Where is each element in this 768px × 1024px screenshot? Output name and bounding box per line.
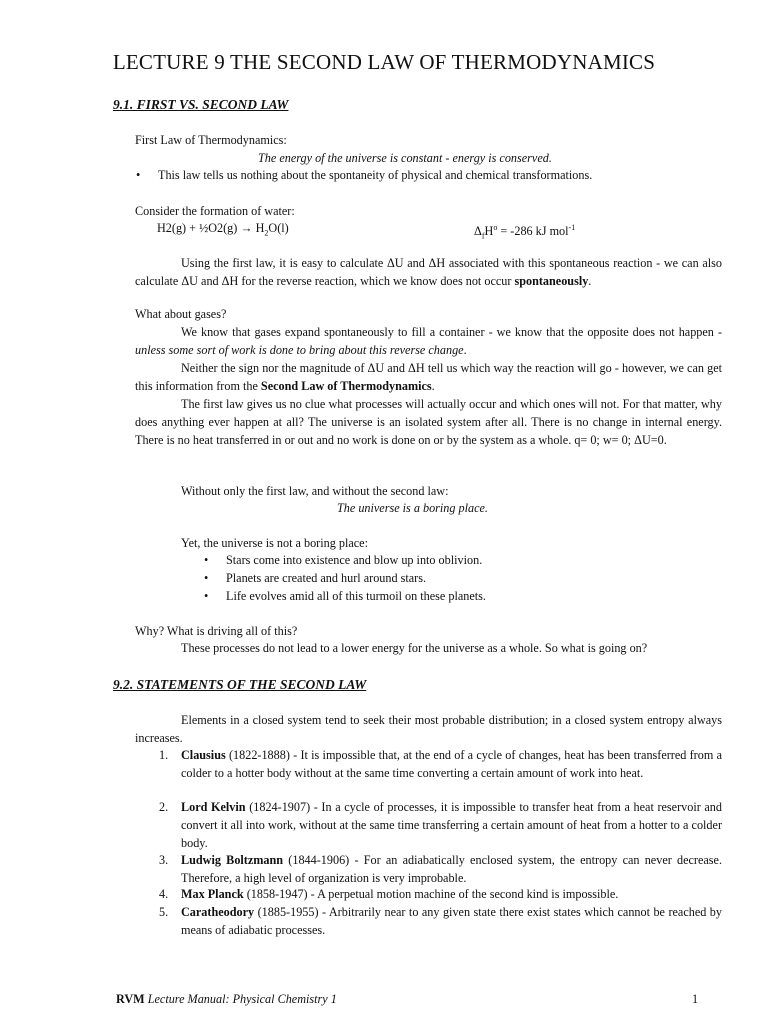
- bullet-item: [136, 166, 593, 184]
- without-line: Without only the first law, and without the second law:: [181, 484, 449, 498]
- scientist-name: Ludwig Boltzmann: [181, 853, 284, 867]
- enthalpy-subscript: f: [481, 231, 485, 241]
- para-end: .: [463, 343, 467, 357]
- enthalpy-number: = -286 kJ mol: [497, 224, 569, 239]
- bullet-dot: •: [204, 553, 209, 567]
- list-item: [159, 851, 722, 887]
- bullet-dot: •: [204, 571, 209, 585]
- paragraph-isolated-system: The first law gives us no clue what processes will actually occur and which ones will not. For that matter, why does anything ever happen at all? The universe is an isolated system after all. There is no change in internal energy. There is no heat transferred in or out and no work is done on or by the system as a whole. q= 0; w= 0; ΔU=0.: [135, 397, 722, 447]
- paragraph-entropy-intro: [135, 711, 722, 747]
- gases-question: What about gases?: [135, 307, 227, 321]
- statement-text: (1858-1947) - A perpetual motion machine of the second kind is impossible.: [243, 887, 619, 901]
- enthalpy-standard: o: [493, 223, 498, 232]
- equation-main: H2(g) + ½O2(g) → H: [157, 221, 265, 235]
- delta-symbol: Δ: [474, 224, 482, 239]
- section-heading-9-1: 9.1. FIRST VS. SECOND LAW: [113, 97, 289, 112]
- first-law-label: First Law of Thermodynamics:: [135, 133, 287, 147]
- statement-text: (1844-1906) - For an adiabatically enclosed system, the entropy can never decrease. Therefore, a high level of organization is very improbable.: [181, 853, 722, 885]
- bullet-text: Life evolves amid all of this turmoil on these planets.: [226, 589, 486, 603]
- yet-line: Yet, the universe is not a boring place:: [181, 536, 368, 550]
- list-item: [159, 903, 722, 939]
- equation-subscript: 2: [264, 228, 269, 238]
- para-end: .: [431, 379, 435, 393]
- section-heading-9-2: 9.2. STATEMENTS OF THE SECOND LAW: [113, 677, 367, 692]
- paragraph-first-law-calc: [135, 254, 722, 290]
- scientist-name: Max Planck: [181, 887, 244, 901]
- para-text: Using the first law, it is easy to calculate ΔU and ΔH associated with this spontaneous reaction - we can also calculate ΔU and ΔH for the reverse reaction, which we know does not occur: [135, 256, 722, 288]
- boring-statement: The universe is a boring place.: [337, 501, 488, 515]
- list-item: [159, 746, 722, 782]
- these-line: These processes do not lead to a lower energy for the universe as a whole. So what is going on?: [181, 641, 648, 655]
- equation-tail: O(l): [268, 221, 289, 235]
- list-number: 3.: [159, 853, 169, 867]
- footer-brand: RVM: [116, 992, 145, 1006]
- bullet-item: [204, 587, 486, 605]
- scientist-name: Clausius: [181, 748, 226, 762]
- list-item: [159, 885, 722, 903]
- water-intro: Consider the formation of water:: [135, 204, 295, 218]
- bullet-dot: •: [204, 589, 209, 603]
- bullet-item: [204, 569, 426, 587]
- bullet-dot: •: [136, 168, 141, 182]
- enthalpy-exponent: -1: [568, 223, 576, 232]
- why-line: Why? What is driving all of this?: [135, 624, 298, 638]
- list-number: 4.: [159, 887, 169, 901]
- para-text: We know that gases expand spontaneously to fill a container - we know that the opposite does not happen -: [181, 325, 722, 339]
- list-number: 1.: [159, 748, 169, 762]
- statement-text: (1885-1955) - Arbitrarily near to any given state there exist states which cannot be reached by means of adiabatic processes.: [181, 905, 722, 937]
- water-equation: [157, 219, 289, 242]
- para-bold: spontaneously: [514, 274, 589, 288]
- intro-text: Elements in a closed system tend to seek their most probable distribution; in a closed system entropy always increases.: [135, 713, 722, 745]
- paragraph-gases: [135, 323, 722, 449]
- statement-text: (1822-1888) - It is impossible that, at the end of a cycle of changes, heat has been transferred from a colder to a hotter body without at the same time converting a certain amount of work into heat.: [181, 748, 722, 780]
- enthalpy-value: [474, 219, 575, 246]
- bullet-text: Stars come into existence and blow up into oblivion.: [226, 553, 483, 567]
- page-footer: [116, 992, 337, 1007]
- para-text: Neither the sign nor the magnitude of ΔU and ΔH tell us which way the reaction will go - however, we can get this information from the: [135, 361, 722, 393]
- enthalpy-h: H: [484, 224, 494, 239]
- para-bold: Second Law of Thermodynamics: [260, 379, 432, 393]
- para-italic: unless some sort of work is done to bring about this reverse change: [135, 343, 464, 357]
- list-number: 2.: [159, 800, 169, 814]
- scientist-name: Lord Kelvin: [181, 800, 246, 814]
- list-item: [159, 798, 722, 852]
- scientist-name: Caratheodory: [181, 905, 255, 919]
- list-number: 5.: [159, 905, 169, 919]
- footer-manual-title: Lecture Manual: Physical Chemistry 1: [144, 992, 337, 1006]
- bullet-text: This law tells us nothing about the spontaneity of physical and chemical transformations.: [158, 168, 593, 182]
- bullet-text: Planets are created and hurl around stars.: [226, 571, 426, 585]
- bullet-item: [204, 551, 483, 569]
- para-end: .: [588, 274, 592, 288]
- page-title: LECTURE 9 THE SECOND LAW OF THERMODYNAMICS: [112, 50, 656, 74]
- first-law-statement: The energy of the universe is constant - energy is conserved.: [258, 151, 552, 165]
- page-number: 1: [692, 992, 699, 1006]
- statement-text: (1824-1907) - In a cycle of processes, it is impossible to transfer heat from a heat reservoir and convert it all into work, without at the same time transferring a certain amount of heat from a hotter to a colder body.: [181, 800, 722, 850]
